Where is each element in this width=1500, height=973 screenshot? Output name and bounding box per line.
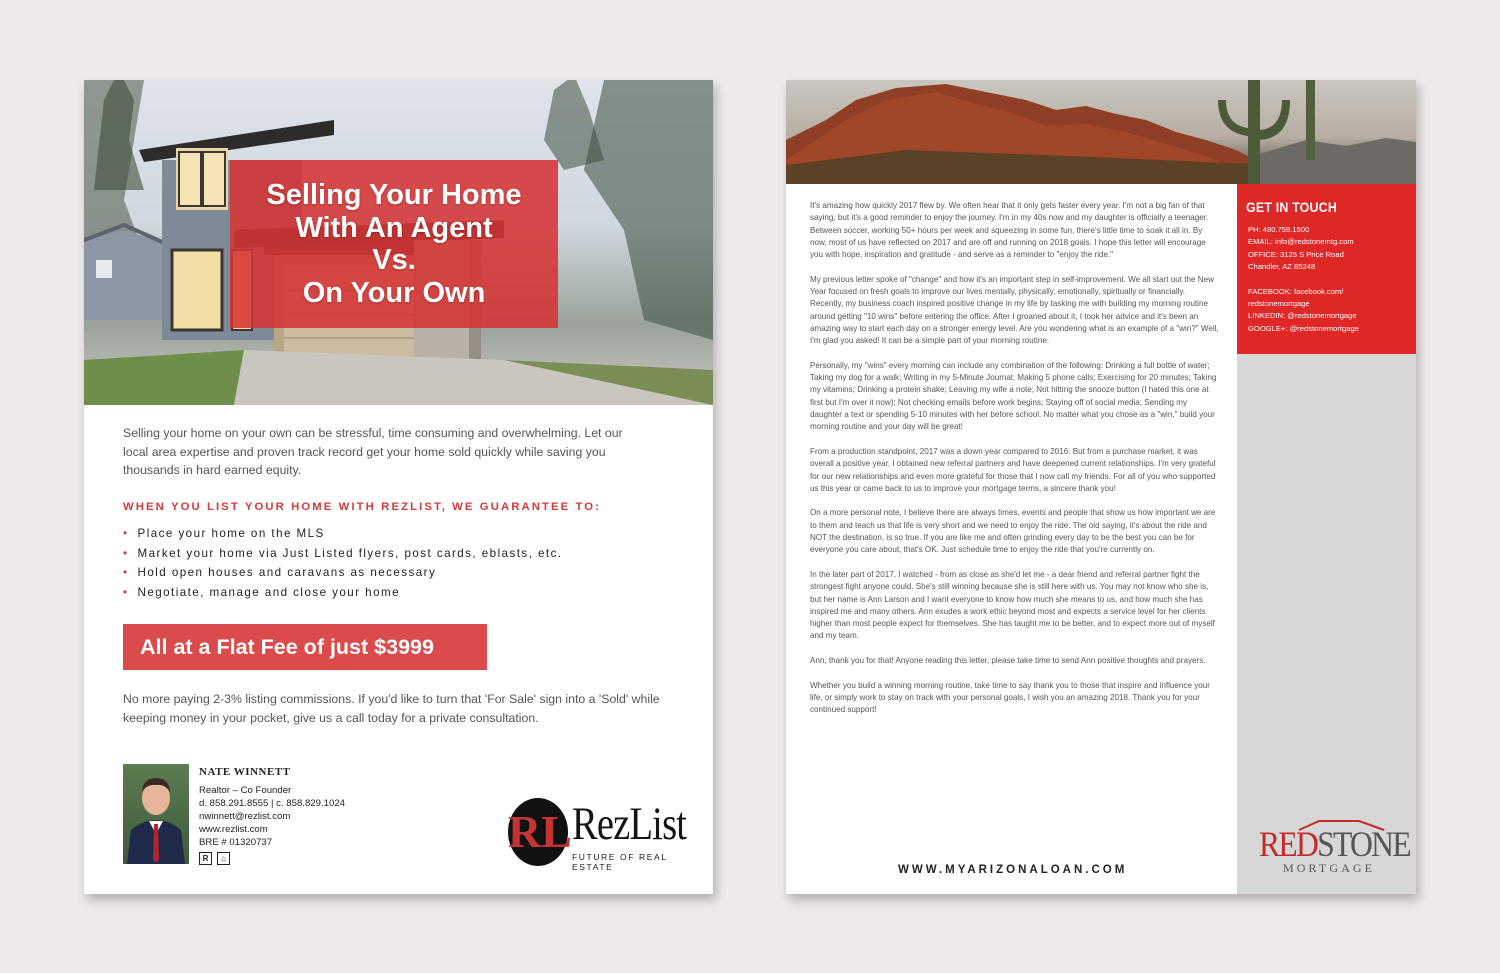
- hero-title-line-1: Selling Your Home: [266, 179, 522, 211]
- letter-paragraph-5: On a more personal note, I believe there are always times, events and people that show us how important we are to them and teach us that life is very short and we need to enjoy the ride. The old saying, it's about the ride and NOT the destination, is so true. If you are like me and often grinding every day to be the best you can be for everyone you care about, that's OK. Just schedule time to enjoy the ride that you're currently on.: [810, 508, 1216, 555]
- agent-email[interactable]: nwinnett@rezlist.com: [199, 811, 291, 823]
- rezlist-logo-name: RezList: [572, 798, 687, 850]
- contact-lines: [1248, 224, 1359, 335]
- rezlist-logo-monogram: RL: [508, 806, 572, 857]
- list-item: [123, 583, 562, 603]
- guarantee-list: [123, 524, 562, 602]
- contact-phone: PH: 480.759.1500: [1248, 225, 1310, 234]
- agent-name: NATE WINNETT: [199, 766, 291, 778]
- letter-paragraph-7: Ann, thank you for that! Anyone reading this letter, please take time to send Ann positive thoughts and prayers.: [810, 655, 1206, 665]
- guarantee-heading: WHEN YOU LIST YOUR HOME WITH REZLIST, WE GUARANTEE TO:: [123, 501, 602, 513]
- redstone-logo-word: [1259, 824, 1410, 864]
- rezlist-logo-tagline: FUTURE OF REAL ESTATE: [572, 852, 668, 872]
- bullet-icon: •: [123, 566, 129, 579]
- hero-title-line-4: On Your Own: [302, 276, 486, 309]
- contact-spacer: [1248, 274, 1359, 286]
- agent-phones: d. 858.291.8555 | c. 858.829.1024: [199, 798, 345, 810]
- house-photo: [84, 80, 713, 405]
- bullet-icon: •: [123, 546, 129, 560]
- redstone-logo: [1259, 818, 1410, 878]
- contact-linkedin[interactable]: LINKEDIN: @redstonemortgage: [1248, 311, 1357, 321]
- list-item-text: Market your home via Just Listed flyers, post cards, eblasts, etc.: [137, 546, 563, 560]
- contact-facebook[interactable]: FACEBOOK: facebook.com/: [1248, 286, 1344, 296]
- agent-portrait: [123, 764, 189, 864]
- realtor-icon: R: [199, 852, 212, 865]
- desert-illustration: [786, 80, 1416, 184]
- desert-photo: [786, 80, 1416, 184]
- letter-paragraph-6: In the later part of 2017, I watched - from as close as she'd let me - a dear friend and referral partner fight the strongest fight anyone could. She's still winning because she is still here with us. You may not know who she is, but her name is Ann Larson and I want everyone to know how much she means to us, and how much she has inspired me and many others. Ann exudes a work ethic beyond most and expects a service level for her clients higher than most people expect for themselves. She has taught me to be better, and to expect more out of myself and my team.: [810, 569, 1215, 641]
- hero-title-box: [230, 160, 558, 328]
- rezlist-logo: [508, 798, 693, 870]
- contact-facebook-handle[interactable]: redstonemortgage: [1248, 299, 1310, 309]
- agent-license: BRE # 01320737: [199, 837, 273, 849]
- housing-logos: [199, 852, 345, 865]
- bullet-icon: •: [123, 585, 129, 599]
- list-item-text: Negotiate, manage and close your home: [137, 585, 400, 599]
- contact-city: Chandler, AZ 85248: [1248, 262, 1316, 272]
- list-item: [123, 524, 562, 544]
- letter-paragraph-3: Personally, my "wins" every morning can include any combination of the following: Drinking a full bottle of water; Taking my dog for a walk; Writing in my 5-Minute Journal; Making 5 phone calls; Exercising for 20 minutes; Taking my vitamins; Drinking a protein shake; Leaving my wife a note; Not hitting the snooze button (I hated this one at first but I'm over it now); Not checking emails before work begins; Staying off of social media; Sending my daughter a text or spending 5-10 minutes with her before school. No matter what you chose as a "win," build your morning routine and your day will be great!: [810, 360, 1217, 432]
- closing-paragraph: No more paying 2-3% listing commissions. If you'd like to turn that 'For Sale' sign into a 'Sold' while keeping money in your pocket, give us a call today for a private consultation.: [123, 692, 660, 725]
- equal-housing-icon: ⌂: [217, 852, 230, 865]
- list-item-text: Hold open houses and caravans as necessary: [137, 566, 437, 579]
- redstone-logo-sub: MORTGAGE: [1283, 861, 1376, 875]
- contact-email[interactable]: EMAIL: info@redstonemtg.com: [1248, 237, 1354, 247]
- list-item: [123, 563, 562, 583]
- hero-title-line-2: With An Agent: [295, 211, 493, 244]
- contact-box: [1237, 184, 1416, 354]
- rezlist-flyer: [84, 80, 713, 894]
- letter-paragraph-8: Whether you build a winning morning routine, take time to say thank you to those that inspire and influence your life, or simply work to stay on track with your personal goals, I wish you an amazing 2018. Thank you for your continued support!: [810, 680, 1210, 715]
- letter-paragraph-1: It's amazing how quickly 2017 flew by. We often hear that it only gets faster every year. I'm not a big fan of that saying, but it's a good reminder to enjoy the journey. I'm in my 40s now and my daughter is officially a teenager. Between soccer, working 50+ hours per week and squeezing in some fun, there's little time to soak it all in. By now, most of us have reflected on 2017 and are off and running on 2018 goals. I hope this letter will encourage you with hope, inspiration and gratitude - and serve as a reminder to "enjoy the ride.": [810, 201, 1209, 260]
- list-item-text: Place your home on the MLS: [137, 527, 325, 540]
- contact-google[interactable]: GOOGLE+: @redstonemortgage: [1248, 323, 1359, 333]
- redstone-logo-red: RED: [1259, 824, 1318, 864]
- redstone-letter: [786, 80, 1416, 894]
- redstone-logo-grey: STONE: [1317, 824, 1410, 864]
- contact-office: OFFICE: 3125 S Price Road: [1248, 249, 1344, 259]
- letter-paragraph-4: From a production standpoint, 2017 was a down year compared to 2016. But from a purchase market, it was overall a positive year. I obtained new referral partners and have deepened current relationships. I'm very grateful for our new relationships and even more grateful for those that I now call my friends. For all of you who supported us this year or came back to us to improve your mortgage terms, a sincere thank you!: [810, 446, 1216, 493]
- letter-website[interactable]: WWW.MYARIZONALOAN.COM: [898, 864, 1128, 876]
- list-item: [123, 544, 562, 564]
- intro-paragraph: Selling your home on your own can be stressful, time consuming and overwhelming. Let our local area expertise and proven track record get your home sold quickly while saving you thousands in hard earned equity.: [123, 426, 623, 477]
- letter-body: [810, 200, 1220, 729]
- agent-title: Realtor – Co Founder: [199, 785, 292, 797]
- agent-photo: [123, 764, 189, 864]
- letter-paragraph-2: My previous letter spoke of "change" and how it's an important step in self-improvement. We all start out the New Year focused on fresh goals to improve our lives mentally, physically, emotionally, spiritually or financially. Recently, my business coach inspired positive change in my life by tasking me with building my morning routine around getting "10 wins" before entering the office. After I groaned about it, I took her advice and it's been an amazing way to start each day on a stronger energy level. Are you wondering what is an example of a "win?" Well, I'm glad you asked! It can be a simple part of your morning routine.: [810, 274, 1219, 346]
- bullet-icon: •: [123, 527, 129, 540]
- agent-contact: [199, 766, 345, 865]
- hero-title-line-3: Vs.: [372, 244, 416, 276]
- flat-fee-banner: All at a Flat Fee of just $3999: [123, 624, 487, 670]
- contact-title: GET IN TOUCH: [1246, 200, 1337, 215]
- agent-website[interactable]: www.rezlist.com: [199, 824, 268, 836]
